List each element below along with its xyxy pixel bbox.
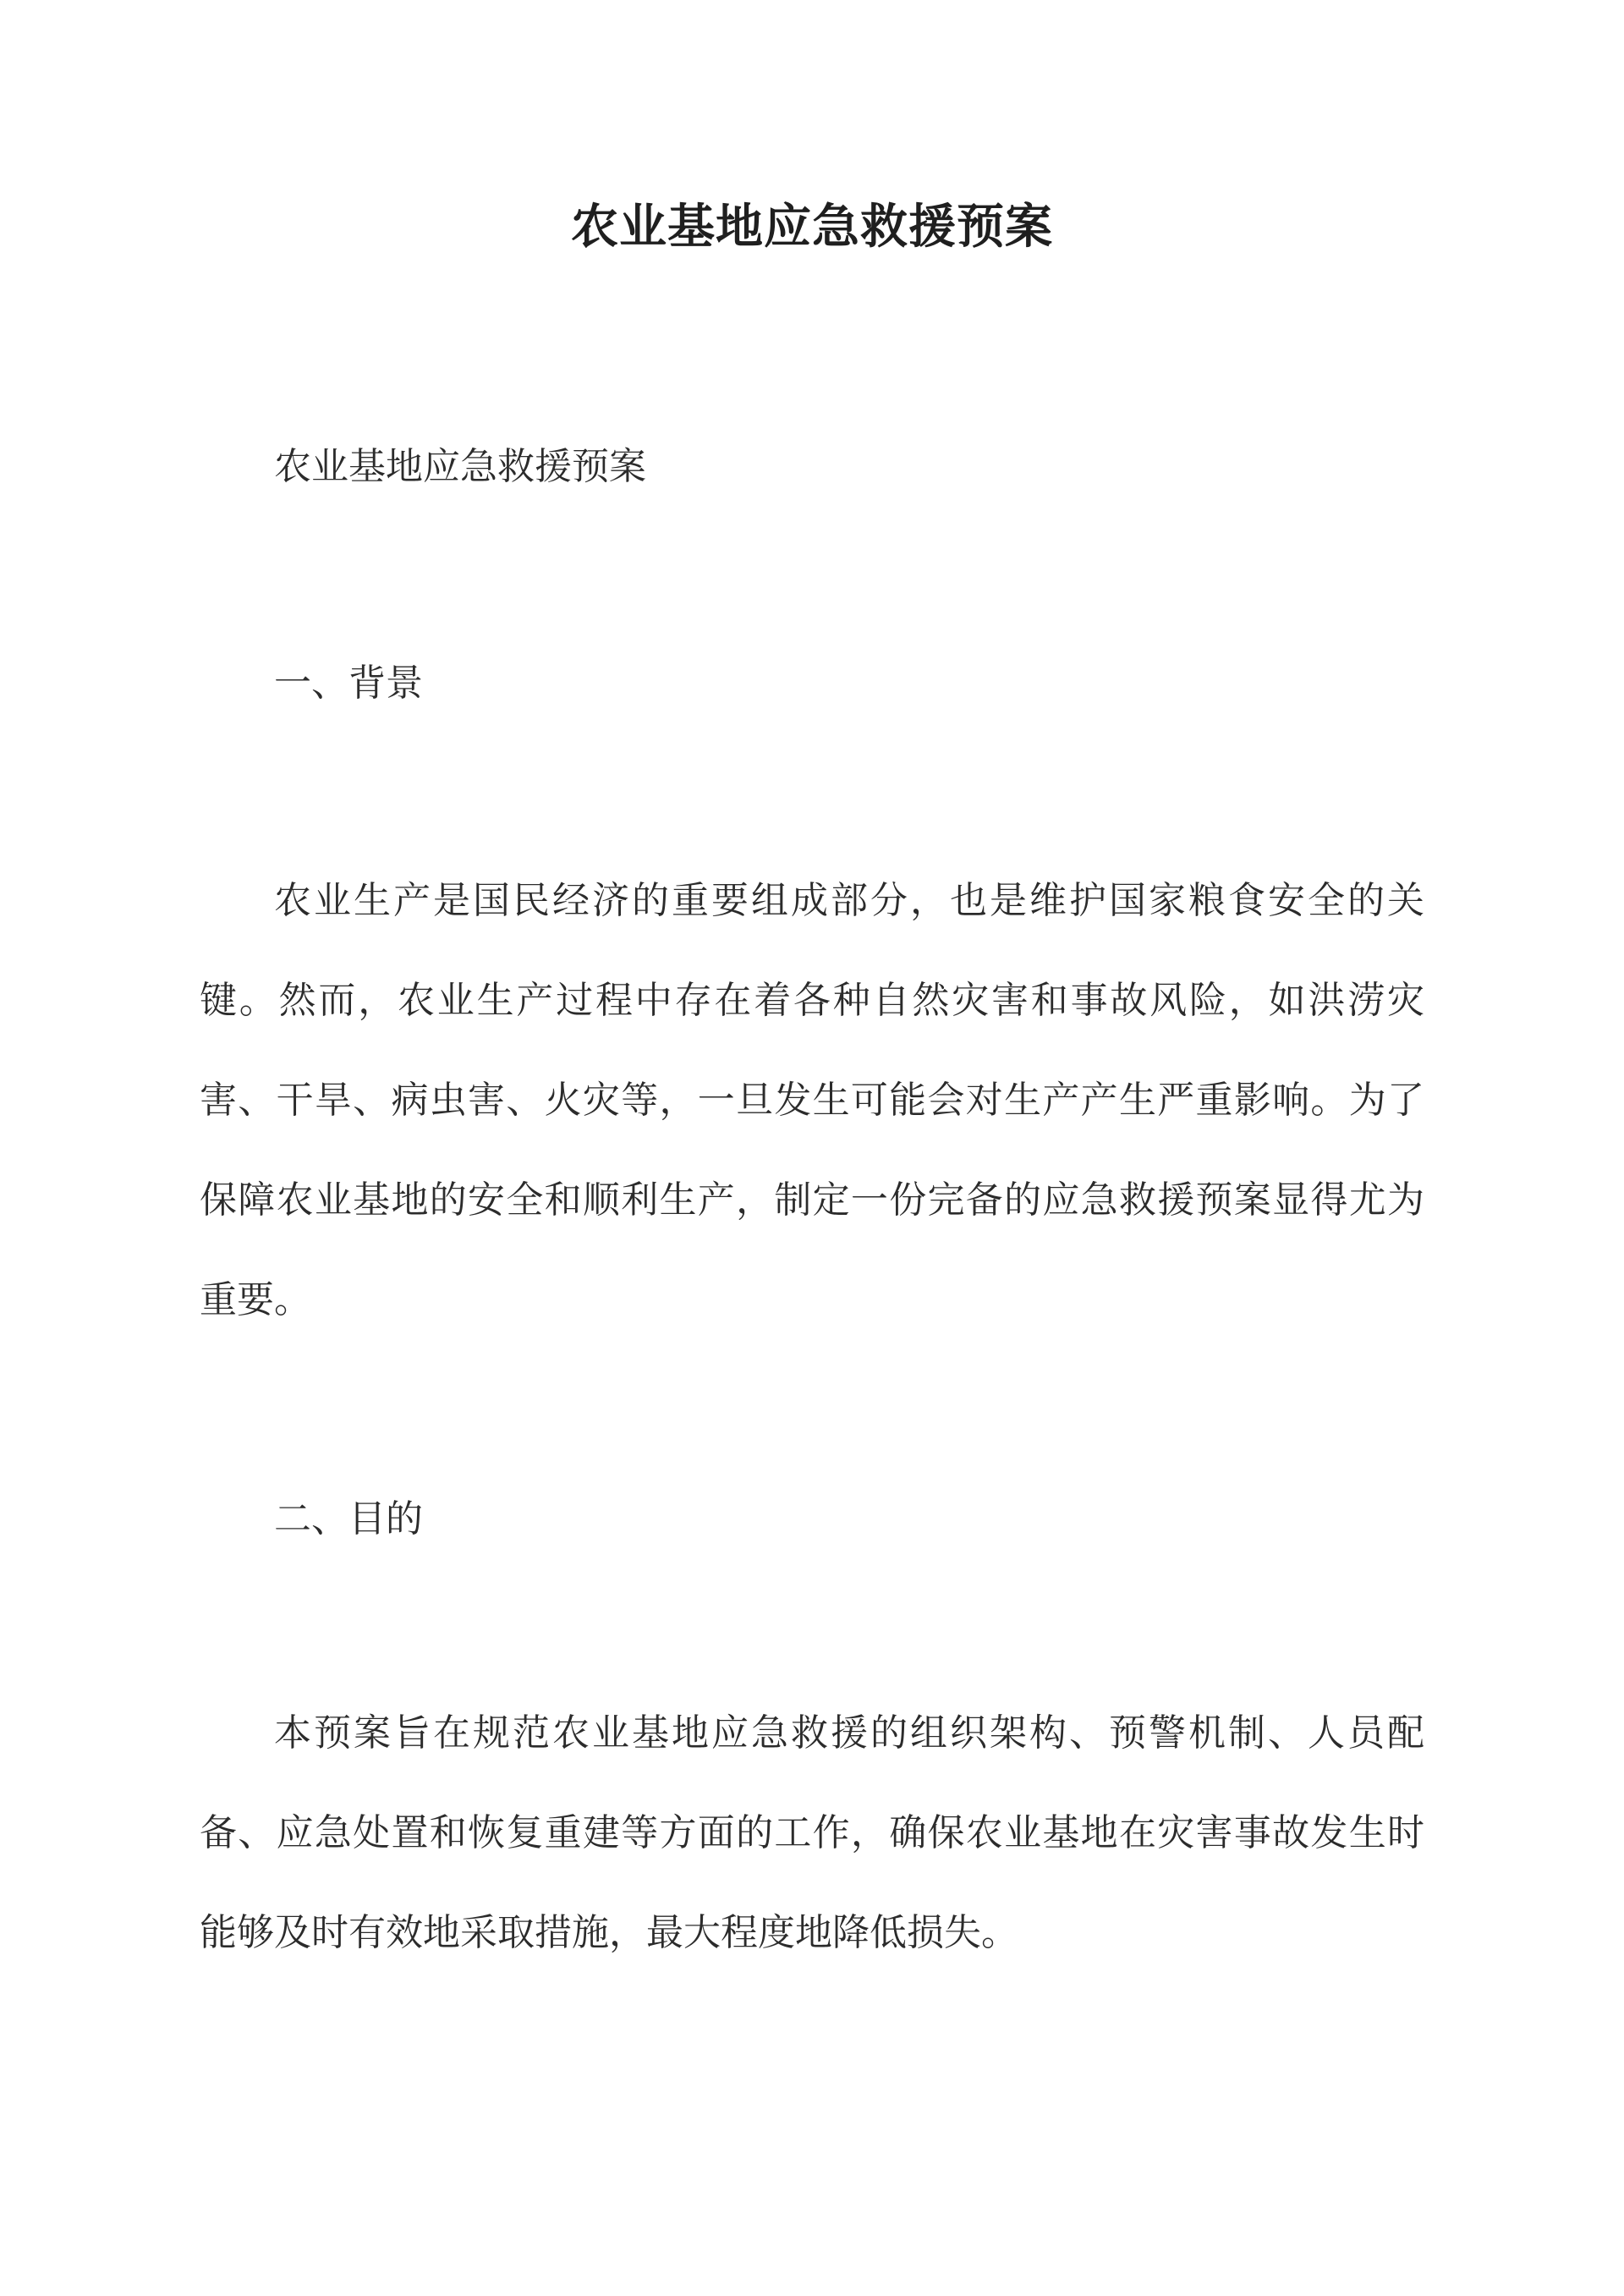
section-paragraph-purpose: 本预案旨在规范农业基地应急救援的组织架构、预警机制、人员配备、应急处置和恢复重建等方面的工作，确保农业基地在灾害事故发生时能够及时有效地采取措施，最大程度地降低损失。 [200,1711,1424,1954]
section-paragraph-background: 农业生产是国民经济的重要组成部分，也是维护国家粮食安全的关键。然而，农业生产过程中存在着各种自然灾害和事故风险，如洪涝灾害、干旱、病虫害、火灾等，一旦发生可能会对生产产生严重影响。为了保障农业基地的安全和顺利生产，制定一份完备的应急救援预案显得尤为重要。 [200,879,1424,1321]
section-heading-purpose: 二、目的 [274,1497,423,1541]
document-subtitle: 农业基地应急救援预案 [274,445,646,488]
section-heading-background: 一、背景 [274,662,423,705]
page-title: 农业基地应急救援预案 [571,199,1053,255]
